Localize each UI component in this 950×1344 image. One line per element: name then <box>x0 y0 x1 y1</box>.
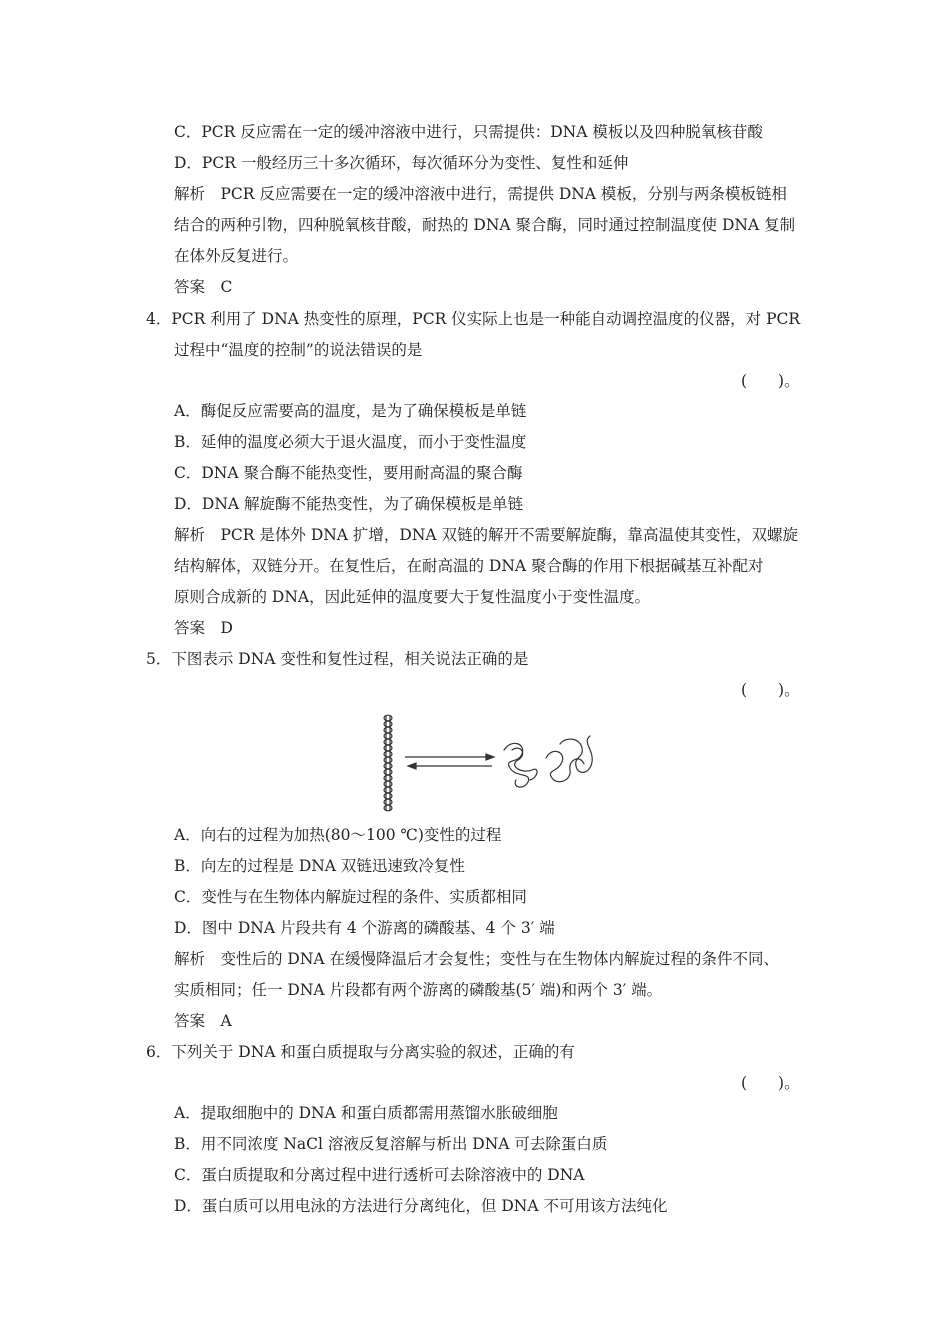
dna-denaturation-figure <box>376 714 606 812</box>
q4-stem-line-1: 4．PCR 利用了 DNA 热变性的原理，PCR 仪实际上也是一种能自动调控温度的仪器，对 PCR <box>146 310 801 328</box>
q3-analysis-line-3: 在体外反复进行。 <box>174 247 299 265</box>
q5-analysis-line-2: 实质相同；任一 DNA 片段都有两个游离的磷酸基(5′ 端)和两个 3′ 端。 <box>174 981 663 999</box>
q3-option-d: D．PCR 一般经历三十多次循环，每次循环分为变性、复性和延伸 <box>174 154 629 172</box>
process-arrows <box>405 754 494 769</box>
q4-answer: 答案 D <box>174 619 233 637</box>
q6-option-b: B．用不同浓度 NaCl 溶液反复溶解与析出 DNA 可去除蛋白质 <box>174 1135 608 1153</box>
q5-analysis-line-1: 解析 变性后的 DNA 在缓慢降温后才会复性；变性与在生物体内解旋过程的条件不同、 <box>174 950 780 968</box>
q5-answer: 答案 A <box>174 1012 232 1030</box>
q6-option-a: A．提取细胞中的 DNA 和蛋白质都需用蒸馏水胀破细胞 <box>174 1104 558 1122</box>
q6-stem: 6．下列关于 DNA 和蛋白质提取与分离实验的叙述，正确的有 <box>146 1043 575 1061</box>
q5-option-d: D．图中 DNA 片段共有 4 个游离的磷酸基、4 个 3′ 端 <box>174 919 555 937</box>
q3-option-c: C．PCR 反应需在一定的缓冲溶液中进行，只需提供：DNA 模板以及四种脱氧核苷酸 <box>174 123 763 141</box>
dna-double-helix <box>384 715 392 811</box>
single-strands <box>504 736 592 787</box>
q6-option-d: D．蛋白质可以用电泳的方法进行分离纯化，但 DNA 不可用该方法纯化 <box>174 1197 668 1215</box>
q4-analysis-line-1: 解析 PCR 是体外 DNA 扩增，DNA 双链的解开不需要解旋酶，靠高温使其变性，双螺旋 <box>174 526 799 544</box>
q4-analysis-line-2: 结构解体，双链分开。在复性后，在耐高温的 DNA 聚合酶的作用下根据碱基互补配对 <box>174 557 764 575</box>
q5-stem: 5．下图表示 DNA 变性和复性过程，相关说法正确的是 <box>146 650 529 668</box>
q5-option-c: C．变性与在生物体内解旋过程的条件、实质都相同 <box>174 888 527 906</box>
q4-answer-blank: ( )。 <box>741 372 800 390</box>
q6-option-c: C．蛋白质提取和分离过程中进行透析可去除溶液中的 DNA <box>174 1166 585 1184</box>
q3-analysis-line-2: 结合的两种引物，四种脱氧核苷酸，耐热的 DNA 聚合酶，同时通过控制温度使 DNA 复制 <box>174 216 796 234</box>
q5-option-a: A．向右的过程为加热(80～100 ℃)变性的过程 <box>174 826 502 844</box>
q3-analysis-line-1: 解析 PCR 反应需要在一定的缓冲溶液中进行，需提供 DNA 模板，分别与两条模板链相 <box>174 185 787 203</box>
q5-answer-blank: ( )。 <box>741 681 800 699</box>
q6-answer-blank: ( )。 <box>741 1074 800 1092</box>
q4-option-c: C．DNA 聚合酶不能热变性，要用耐高温的聚合酶 <box>174 464 523 482</box>
q5-option-b: B．向左的过程是 DNA 双链迅速致冷复性 <box>174 857 465 875</box>
q4-option-a: A．酶促反应需要高的温度，是为了确保模板是单链 <box>174 402 527 420</box>
q4-option-b: B．延伸的温度必须大于退火温度，而小于变性温度 <box>174 433 527 451</box>
q4-option-d: D．DNA 解旋酶不能热变性，为了确保模板是单链 <box>174 495 524 513</box>
q4-analysis-line-3: 原则合成新的 DNA，因此延伸的温度要大于复性温度小于变性温度。 <box>174 588 651 606</box>
q3-answer: 答案 C <box>174 278 233 296</box>
q4-stem-line-2: 过程中“温度的控制”的说法错误的是 <box>174 341 423 359</box>
